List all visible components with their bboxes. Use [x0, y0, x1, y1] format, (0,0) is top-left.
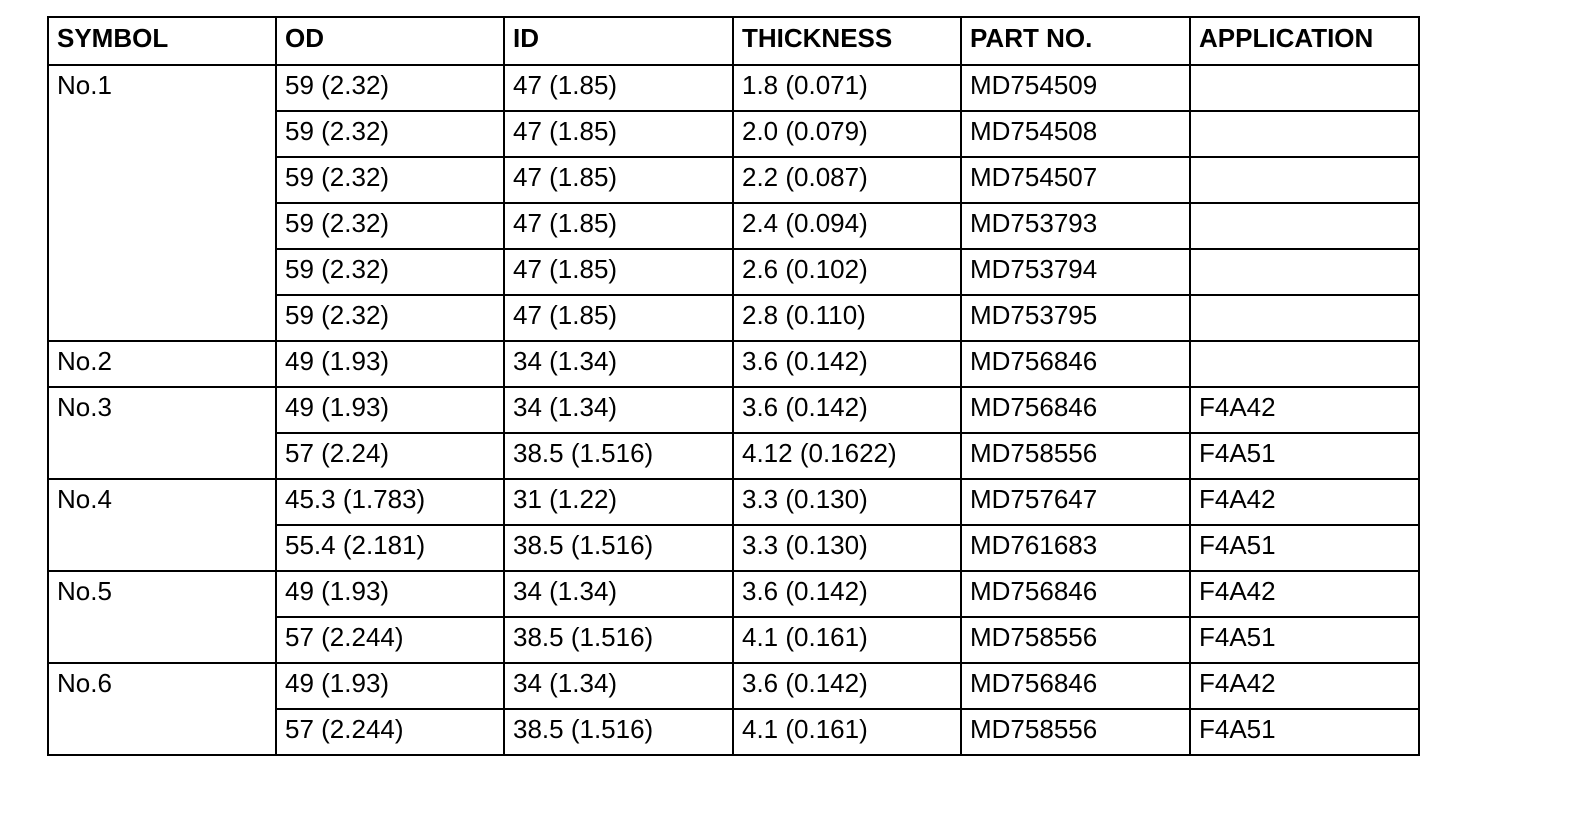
cell-od: 59 (2.32): [276, 65, 504, 111]
cell-id: 38.5 (1.516): [504, 525, 733, 571]
cell-id: 38.5 (1.516): [504, 709, 733, 755]
table-row: [48, 479, 1419, 525]
cell-part-no: MD756846: [961, 387, 1190, 433]
cell-part-no: MD754509: [961, 65, 1190, 111]
cell-application: [1190, 203, 1419, 249]
cell-symbol: No.6: [48, 663, 276, 755]
cell-thickness: 2.0 (0.079): [733, 111, 961, 157]
cell-od: 49 (1.93): [276, 571, 504, 617]
cell-application: F4A42: [1190, 571, 1419, 617]
cell-id: 38.5 (1.516): [504, 433, 733, 479]
cell-application: F4A42: [1190, 387, 1419, 433]
cell-id: 47 (1.85): [504, 249, 733, 295]
cell-thickness: 2.8 (0.110): [733, 295, 961, 341]
cell-id: 47 (1.85): [504, 111, 733, 157]
cell-od: 55.4 (2.181): [276, 525, 504, 571]
table-row: [48, 387, 1419, 433]
cell-id: 47 (1.85): [504, 295, 733, 341]
cell-od: 57 (2.244): [276, 709, 504, 755]
cell-symbol: No.3: [48, 387, 276, 479]
cell-part-no: MD754507: [961, 157, 1190, 203]
cell-od: 49 (1.93): [276, 387, 504, 433]
cell-part-no: MD753793: [961, 203, 1190, 249]
cell-thickness: 4.1 (0.161): [733, 617, 961, 663]
header-row: [48, 17, 1419, 65]
cell-od: 57 (2.24): [276, 433, 504, 479]
cell-application: [1190, 341, 1419, 387]
cell-thickness: 3.6 (0.142): [733, 663, 961, 709]
cell-symbol: No.2: [48, 341, 276, 387]
cell-thickness: 2.6 (0.102): [733, 249, 961, 295]
cell-symbol: No.5: [48, 571, 276, 663]
cell-part-no: MD758556: [961, 709, 1190, 755]
cell-symbol: No.4: [48, 479, 276, 571]
cell-application: [1190, 295, 1419, 341]
cell-application: [1190, 111, 1419, 157]
cell-part-no: MD756846: [961, 341, 1190, 387]
cell-thickness: 3.6 (0.142): [733, 387, 961, 433]
header-part-no: PART NO.: [961, 17, 1190, 65]
cell-symbol: No.1: [48, 65, 276, 341]
cell-od: 45.3 (1.783): [276, 479, 504, 525]
cell-od: 49 (1.93): [276, 341, 504, 387]
cell-part-no: MD756846: [961, 571, 1190, 617]
cell-application: F4A42: [1190, 479, 1419, 525]
cell-thickness: 4.12 (0.1622): [733, 433, 961, 479]
cell-part-no: MD758556: [961, 617, 1190, 663]
cell-thickness: 2.2 (0.087): [733, 157, 961, 203]
cell-od: 49 (1.93): [276, 663, 504, 709]
header-symbol: SYMBOL: [48, 17, 276, 65]
cell-application: F4A51: [1190, 525, 1419, 571]
cell-application: F4A42: [1190, 663, 1419, 709]
header-od: OD: [276, 17, 504, 65]
cell-application: [1190, 157, 1419, 203]
cell-id: 34 (1.34): [504, 571, 733, 617]
cell-application: F4A51: [1190, 709, 1419, 755]
cell-part-no: MD756846: [961, 663, 1190, 709]
cell-part-no: MD757647: [961, 479, 1190, 525]
cell-part-no: MD758556: [961, 433, 1190, 479]
cell-id: 34 (1.34): [504, 341, 733, 387]
cell-part-no: MD753795: [961, 295, 1190, 341]
cell-od: 59 (2.32): [276, 111, 504, 157]
cell-od: 59 (2.32): [276, 295, 504, 341]
cell-id: 47 (1.85): [504, 65, 733, 111]
cell-id: 38.5 (1.516): [504, 617, 733, 663]
cell-application: [1190, 249, 1419, 295]
cell-application: F4A51: [1190, 617, 1419, 663]
cell-application: F4A51: [1190, 433, 1419, 479]
cell-id: 34 (1.34): [504, 387, 733, 433]
cell-thickness: 2.4 (0.094): [733, 203, 961, 249]
cell-thickness: 3.3 (0.130): [733, 525, 961, 571]
cell-id: 47 (1.85): [504, 157, 733, 203]
cell-thickness: 1.8 (0.071): [733, 65, 961, 111]
cell-thickness: 3.6 (0.142): [733, 571, 961, 617]
cell-od: 59 (2.32): [276, 249, 504, 295]
cell-od: 59 (2.32): [276, 203, 504, 249]
cell-thickness: 3.3 (0.130): [733, 479, 961, 525]
header-application: APPLICATION: [1190, 17, 1419, 65]
cell-thickness: 4.1 (0.161): [733, 709, 961, 755]
cell-od: 59 (2.32): [276, 157, 504, 203]
header-id: ID: [504, 17, 733, 65]
table-row: [48, 571, 1419, 617]
cell-id: 47 (1.85): [504, 203, 733, 249]
cell-thickness: 3.6 (0.142): [733, 341, 961, 387]
header-thickness: THICKNESS: [733, 17, 961, 65]
cell-part-no: MD753794: [961, 249, 1190, 295]
cell-id: 34 (1.34): [504, 663, 733, 709]
spec-table: [47, 16, 1420, 756]
cell-part-no: MD754508: [961, 111, 1190, 157]
cell-od: 57 (2.244): [276, 617, 504, 663]
table-body: [48, 65, 1419, 755]
table-row: [48, 341, 1419, 387]
table-row: [48, 663, 1419, 709]
table-row: [48, 65, 1419, 111]
cell-application: [1190, 65, 1419, 111]
cell-part-no: MD761683: [961, 525, 1190, 571]
cell-id: 31 (1.22): [504, 479, 733, 525]
